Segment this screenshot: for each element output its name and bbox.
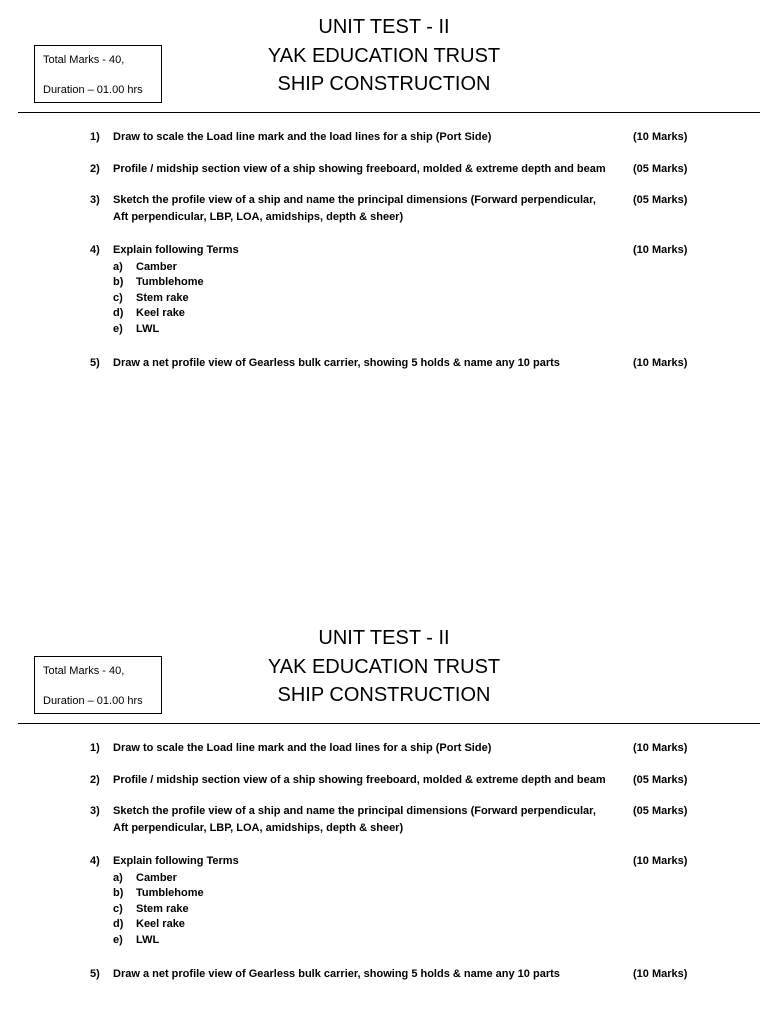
institution-title: YAK EDUCATION TRUST <box>267 656 501 678</box>
term-item: LWL <box>136 323 160 335</box>
term-item: LWL <box>136 934 160 946</box>
question-number: 5) <box>90 357 100 369</box>
marks-duration-box <box>34 656 162 714</box>
question-number: 4) <box>90 244 100 256</box>
question-text: Draw a net profile view of Gearless bulk carrier, showing 5 holds & name any 10 parts <box>113 357 560 369</box>
term-letter: c) <box>113 292 123 304</box>
header-divider <box>18 112 760 113</box>
question-marks: (10 Marks) <box>633 855 688 867</box>
question-number: 1) <box>90 131 100 143</box>
unit-title: UNIT TEST - II <box>318 16 450 38</box>
unit-title: UNIT TEST - II <box>318 627 450 649</box>
term-letter: e) <box>113 934 123 946</box>
term-item: Keel rake <box>136 918 185 930</box>
question-number: 3) <box>90 805 100 817</box>
question-marks: (05 Marks) <box>633 774 688 786</box>
header-divider <box>18 723 760 724</box>
question-text: Sketch the profile view of a ship and name the principal dimensions (Forward perpendicular, <box>113 805 596 817</box>
term-letter: c) <box>113 903 123 915</box>
term-letter: d) <box>113 918 124 930</box>
term-item: Stem rake <box>136 292 189 304</box>
question-text: Sketch the profile view of a ship and name the principal dimensions (Forward perpendicular, <box>113 194 596 206</box>
question-number: 5) <box>90 968 100 980</box>
term-item: Keel rake <box>136 307 185 319</box>
question-text-continued: Aft perpendicular, LBP, LOA, amidships, depth & sheer) <box>113 211 404 223</box>
question-marks: (10 Marks) <box>633 968 688 980</box>
question-text: Explain following Terms <box>113 244 239 256</box>
marks-duration-box <box>34 45 162 103</box>
question-text-continued: Aft perpendicular, LBP, LOA, amidships, depth & sheer) <box>113 822 404 834</box>
duration: Duration – 01.00 hrs <box>43 84 143 96</box>
question-text: Draw to scale the Load line mark and the load lines for a ship (Port Side) <box>113 742 492 754</box>
question-text: Draw to scale the Load line mark and the load lines for a ship (Port Side) <box>113 131 492 143</box>
question-paper-top <box>0 0 768 400</box>
institution-title: YAK EDUCATION TRUST <box>267 45 501 67</box>
question-text: Explain following Terms <box>113 855 239 867</box>
term-letter: e) <box>113 323 123 335</box>
question-marks: (10 Marks) <box>633 357 688 369</box>
term-letter: a) <box>113 872 123 884</box>
question-marks: (05 Marks) <box>633 805 688 817</box>
question-paper-bottom <box>0 611 768 1011</box>
question-marks: (10 Marks) <box>633 742 688 754</box>
term-letter: b) <box>113 276 124 288</box>
term-item: Camber <box>136 261 177 273</box>
term-letter: a) <box>113 261 123 273</box>
question-text: Profile / midship section view of a ship showing freeboard, molded & extreme depth and beam <box>113 774 606 786</box>
total-marks: Total Marks - 40, <box>43 665 125 677</box>
term-item: Tumblehome <box>136 276 204 288</box>
question-number: 3) <box>90 194 100 206</box>
term-letter: b) <box>113 887 124 899</box>
question-number: 1) <box>90 742 100 754</box>
term-letter: d) <box>113 307 124 319</box>
question-number: 2) <box>90 774 100 786</box>
term-item: Stem rake <box>136 903 189 915</box>
question-marks: (10 Marks) <box>633 244 688 256</box>
duration: Duration – 01.00 hrs <box>43 695 143 707</box>
question-text: Profile / midship section view of a ship showing freeboard, molded & extreme depth and beam <box>113 163 606 175</box>
subject-title: SHIP CONSTRUCTION <box>277 684 491 706</box>
term-item: Tumblehome <box>136 887 204 899</box>
question-marks: (05 Marks) <box>633 163 688 175</box>
term-item: Camber <box>136 872 177 884</box>
question-text: Draw a net profile view of Gearless bulk carrier, showing 5 holds & name any 10 parts <box>113 968 560 980</box>
question-marks: (05 Marks) <box>633 194 688 206</box>
subject-title: SHIP CONSTRUCTION <box>277 73 491 95</box>
question-number: 4) <box>90 855 100 867</box>
total-marks: Total Marks - 40, <box>43 54 125 66</box>
question-number: 2) <box>90 163 100 175</box>
question-marks: (10 Marks) <box>633 131 688 143</box>
